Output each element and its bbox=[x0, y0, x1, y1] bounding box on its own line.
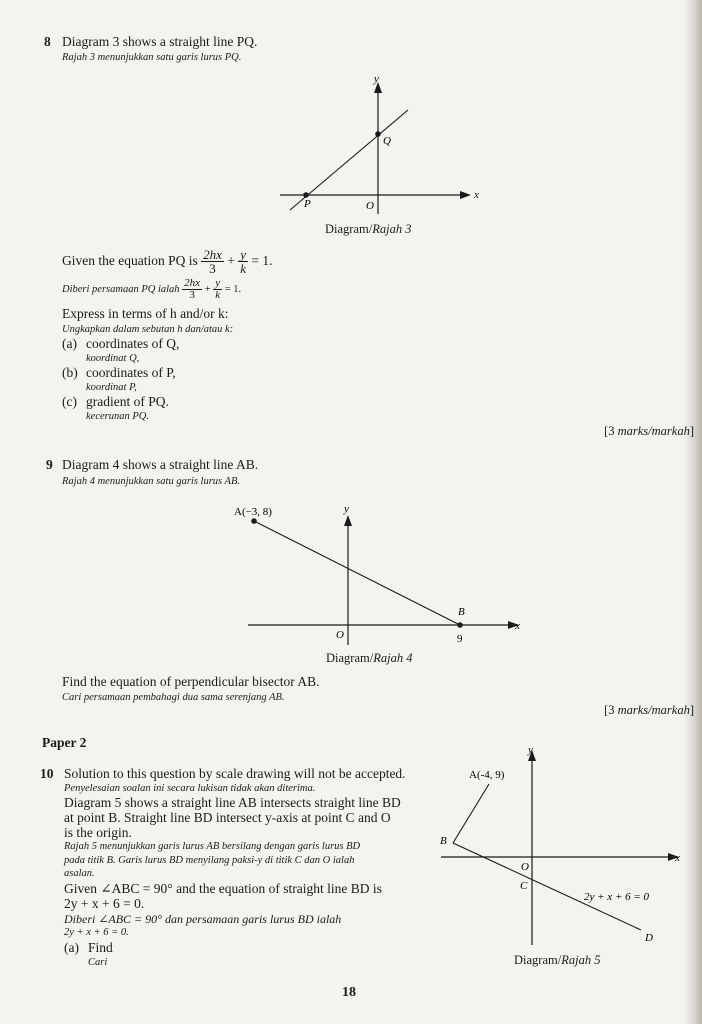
q8-intro-my: Rajah 3 menunjukkan satu garis lurus PQ. bbox=[62, 52, 242, 63]
label-a: A(−3, 8) bbox=[234, 506, 272, 518]
tick-9: 9 bbox=[457, 633, 463, 645]
q10-para-my-2: pada titik B. Garis lurus BD menyilang paksi-y di titik C dan O ialah bbox=[64, 855, 355, 866]
diagram-3 bbox=[268, 72, 488, 237]
paper-2-heading: Paper 2 bbox=[42, 735, 87, 750]
x-axis-arrow bbox=[460, 191, 471, 199]
q8-marks: [3 marks/markah] bbox=[604, 424, 694, 438]
point-a-dot bbox=[251, 518, 257, 524]
diagram-4-caption: Diagram/Rajah 4 bbox=[326, 651, 413, 665]
page-number: 18 bbox=[342, 985, 356, 1000]
label-equation: 2y + x + 6 = 0 bbox=[584, 891, 650, 903]
label-a: A(-4, 9) bbox=[469, 769, 505, 781]
q9-find-en: Find the equation of perpendicular bisector AB. bbox=[62, 674, 320, 689]
q10-given-my-2: 2y + x + 6 = 0. bbox=[64, 927, 129, 938]
q10-line1-my: Penyelesaian soalan ini secara lukisan tidak akan diterima. bbox=[64, 783, 316, 794]
diagram-5 bbox=[425, 740, 690, 955]
q10-given-en-2: 2y + x + 6 = 0. bbox=[64, 896, 145, 911]
q8-given-en: Given the equation PQ is $\frac{2hx}{3}$ + $\frac{y}{k}$ = 1. bbox=[62, 247, 273, 277]
label-origin: O bbox=[366, 200, 374, 212]
diagram-3-caption: Diagram/Rajah 3 bbox=[325, 222, 412, 236]
diagram-4 bbox=[230, 500, 540, 650]
label-y: y bbox=[344, 503, 349, 515]
q10-part-a-en: Find bbox=[88, 940, 113, 955]
q8-part-a-label: (a) bbox=[62, 336, 77, 351]
q9-marks: [3 marks/markah] bbox=[604, 703, 694, 717]
label-q: Q bbox=[383, 135, 391, 147]
q10-para-en-3: is the origin. bbox=[64, 825, 132, 840]
q8-part-c-label: (c) bbox=[62, 394, 77, 409]
q10-para-en-2: at point B. Straight line BD intersect y-axis at point C and O bbox=[64, 810, 391, 825]
label-x: x bbox=[675, 852, 680, 864]
q10-part-a-my: Cari bbox=[88, 957, 108, 968]
q10-number: 10 bbox=[40, 766, 54, 781]
q10-para-my-3: asalan. bbox=[64, 868, 95, 879]
q9-number: 9 bbox=[46, 457, 53, 472]
label-p: P bbox=[304, 198, 311, 210]
line-ab bbox=[254, 521, 460, 625]
label-origin: O bbox=[336, 629, 344, 641]
q8-part-b-en: coordinates of P, bbox=[86, 365, 176, 380]
diagram-5-caption: Diagram/Rajah 5 bbox=[514, 953, 601, 967]
label-y: y bbox=[528, 744, 533, 756]
label-x: x bbox=[474, 189, 479, 201]
q9-intro-my: Rajah 4 menunjukkan satu garis lurus AB. bbox=[62, 476, 241, 487]
label-y: y bbox=[374, 73, 379, 85]
label-x: x bbox=[515, 620, 520, 632]
q10-line1-en: Solution to this question by scale drawing will not be accepted. bbox=[64, 766, 406, 781]
y-axis-arrow bbox=[344, 515, 352, 526]
q8-part-c-en: gradient of PQ. bbox=[86, 394, 169, 409]
q10-para-my-1: Rajah 5 menunjukkan garis lurus AB bersilang dengan garis lurus BD bbox=[64, 841, 361, 852]
q8-intro-en: Diagram 3 shows a straight line PQ. bbox=[62, 34, 258, 49]
q8-part-a-my: koordinat Q, bbox=[86, 353, 140, 364]
point-b-dot bbox=[457, 622, 463, 628]
q10-given-en-1: Given ∠ABC = 90° and the equation of straight line BD is bbox=[64, 881, 382, 896]
q8-express-my: Ungkapkan dalam sebutan h dan/atau k: bbox=[62, 324, 234, 335]
q8-part-b-my: koordinat P, bbox=[86, 382, 137, 393]
q8-express-en: Express in terms of h and/or k: bbox=[62, 306, 229, 321]
label-d: D bbox=[645, 932, 653, 944]
q8-number: 8 bbox=[44, 34, 51, 49]
q10-part-a-label: (a) bbox=[64, 940, 79, 955]
label-c: C bbox=[520, 880, 528, 892]
q10-para-en-1: Diagram 5 shows a straight line AB intersects straight line BD bbox=[64, 795, 401, 810]
q9-find-my: Cari persamaan pembahagi dua sama serenjang AB. bbox=[62, 692, 285, 703]
label-b: B bbox=[458, 606, 465, 618]
q8-given-my: Diberi persamaan PQ ialah $\frac{2hx}{3}$ + $\frac{y}{k}$ = 1. bbox=[62, 277, 242, 302]
label-b: B bbox=[440, 835, 447, 847]
line-ab bbox=[453, 784, 489, 843]
q10-given-my-1: Diberi ∠ABC = 90° dan persamaan garis lurus BD ialah bbox=[64, 912, 342, 926]
q8-part-a-en: coordinates of Q, bbox=[86, 336, 180, 351]
point-p-dot bbox=[303, 192, 309, 198]
label-origin: O bbox=[521, 861, 529, 873]
point-q-dot bbox=[375, 131, 381, 137]
q8-part-b-label: (b) bbox=[62, 365, 78, 380]
line-bd bbox=[453, 843, 641, 930]
q9-intro-en: Diagram 4 shows a straight line AB. bbox=[62, 457, 259, 472]
q8-part-c-my: kecerunan PQ. bbox=[86, 411, 149, 422]
